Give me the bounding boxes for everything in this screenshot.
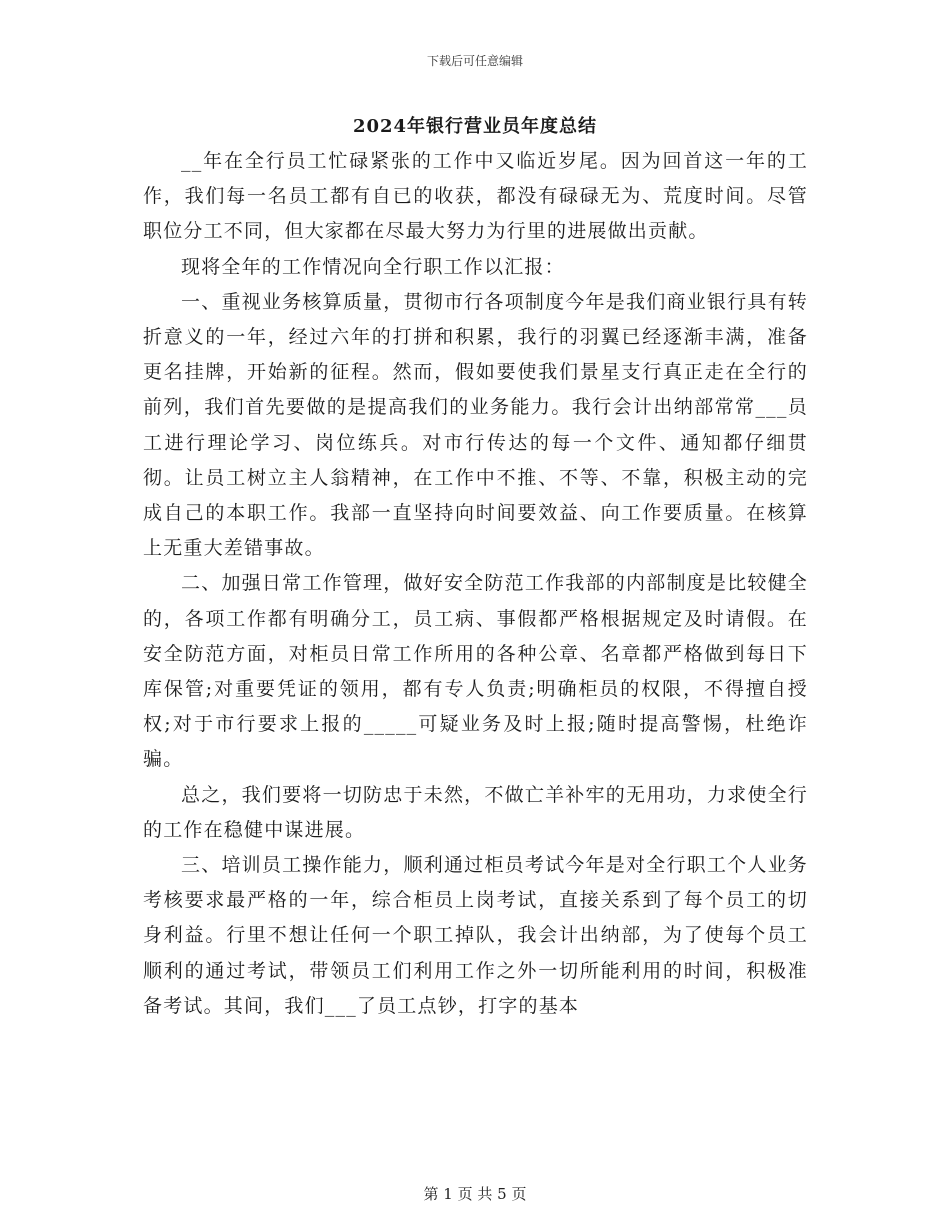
paragraph-section-2: 二、加强日常工作管理，做好安全防范工作我部的内部制度是比较健全的，各项工作都有明确分工，员工病、事假都严格根据规定及时请假。在安全防范方面，对柜员日常工作所用的各种公章、名章都严格做到每日下库保管;对重要凭证的领用，都有专人负责;明确柜员的权限，不得擅自授权;对于市行要求上报的_____可疑业务及时上报;随时提高警惕，杜绝诈骗。 <box>143 572 808 771</box>
paragraph-intro: __年在全行员工忙碌紧张的工作中又临近岁尾。因为回首这一年的工作，我们每一名员工都有自已的收获，都没有碌碌无为、荒度时间。尽管职位分工不同，但大家都在尽最大努力为行里的进展做出贡献。 <box>143 150 808 243</box>
paragraph-summary: 总之，我们要将一切防忠于未然，不做亡羊补牢的无用功，力求使全行的工作在稳健中谋进展。 <box>143 783 808 841</box>
paragraph-section-3: 三、培训员工操作能力，顺利通过柜员考试今年是对全行职工个人业务考核要求最严格的一年，综合柜员上岗考试，直接关系到了每个员工的切身利益。行里不想让任何一个职工掉队，我会计出纳部，为了使每个员工顺利的通过考试，带领员工们利用工作之外一切所能利用的时间，积极准备考试。其间，我们___了员工点钞，打字的基本 <box>143 854 808 1017</box>
paragraph-report-intro: 现将全年的工作情况向全行职工作以汇报： <box>181 255 565 278</box>
paragraph-section-1: 一、重视业务核算质量，贯彻市行各项制度今年是我们商业银行具有转折意义的一年，经过六年的打拼和积累，我行的羽翼已经逐渐丰满，准备更名挂牌，开始新的征程。然而，假如要使我们景星支行真正走在全行的前列，我们首先要做的是提高我们的业务能力。我行会计出纳部常常___员工进行理论学习、岗位练兵。对市行传达的每一个文件、通知都仔细贯彻。让员工树立主人翁精神，在工作中不推、不等、不靠，积极主动的完成自己的本职工作。我部一直坚持向时间要效益、向工作要质量。在核算上无重大差错事故。 <box>143 290 808 560</box>
document-body <box>143 144 808 1024</box>
page-number: 第 1 页 共 5 页 <box>423 1185 527 1203</box>
document-title: 2024年银行营业员年度总结 <box>352 116 598 137</box>
page-header-note: 下载后可任意编辑 <box>426 54 523 68</box>
